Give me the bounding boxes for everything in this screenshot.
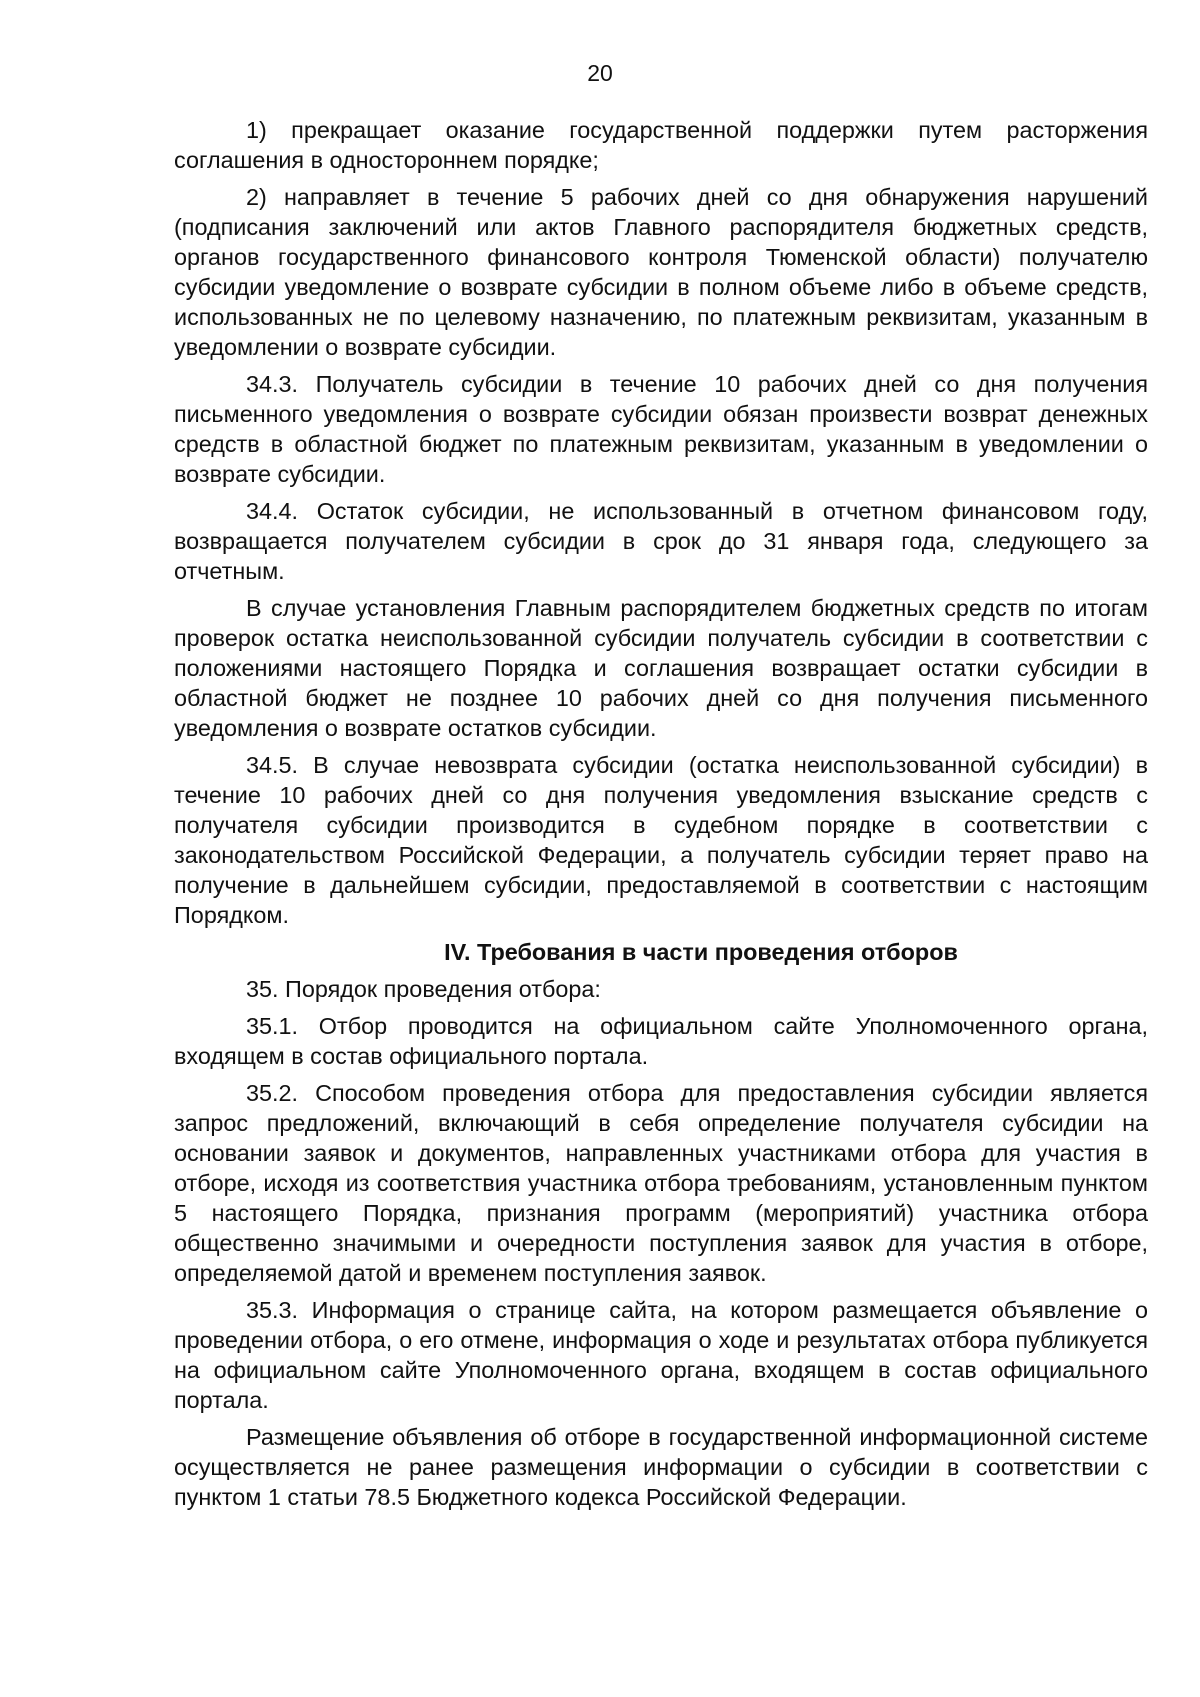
paragraph-34-5: 34.5. В случае невозврата субсидии (остатка неиспользованной субсидии) в течение 10 рабочих дней со дня получения уведомления взыскание средств с получателя субсидии производится в судебном порядке в соответствии с законодательством Российской Федерации, а получатель субсидии теряет право на получение в дальнейшем субсидии, предоставляемой в соответствии с настоящим Порядком. xyxy=(174,752,1148,928)
paragraph-35-2: 35.2. Способом проведения отбора для предоставления субсидии является запрос предложений, включающий в себя определение получателя субсидии на основании заявок и документов, направленных участниками отбора для участия в отборе, исходя из соответствия участника отбора требованиям, установленным пунктом 5 настоящего Порядка, признания программ (мероприятий) участника отбора общественно значимыми и очередности поступления заявок для участия в отборе, определяемой датой и временем поступления заявок. xyxy=(174,1080,1148,1286)
document-body xyxy=(174,115,1148,1519)
paragraph-35-1: 35.1. Отбор проводится на официальном сайте Уполномоченного органа, входящем в состав официального портала. xyxy=(174,1013,1148,1069)
paragraph-34-4-remainder: В случае установления Главным распорядителем бюджетных средств по итогам проверок остатка неиспользованной субсидии получатель субсидии в соответствии с положениями настоящего Порядка и соглашения возвращает остатки субсидии в областной бюджет не позднее 10 рабочих дней со дня получения письменного уведомления о возврате остатков субсидии. xyxy=(174,595,1148,741)
paragraph-34-3: 34.3. Получатель субсидии в течение 10 рабочих дней со дня получения письменного уведомления о возврате субсидии обязан произвести возврат денежных средств в областной бюджет по платежным реквизитам, указанным в уведомлении о возврате субсидии. xyxy=(174,371,1148,487)
section-heading: IV. Требования в части проведения отборов xyxy=(444,939,958,965)
paragraph-35: 35. Порядок проведения отбора: xyxy=(246,976,601,1002)
paragraph-35-3-placement: Размещение объявления об отборе в государственной информационной системе осуществляется не ранее размещения информации о субсидии в соответствии с пунктом 1 статьи 78.5 Бюджетного кодекса Российской Федерации. xyxy=(174,1424,1148,1510)
paragraph-35-3: 35.3. Информация о странице сайта, на котором размещается объявление о проведении отбора, о его отмене, информация о ходе и результатах отбора публикуется на официальном сайте Уполномоченного органа, входящем в состав официального портала. xyxy=(174,1297,1148,1413)
paragraph-1-termination: 1) прекращает оказание государственной поддержки путем расторжения соглашения в одностороннем порядке; xyxy=(174,117,1148,173)
paragraph-34-4: 34.4. Остаток субсидии, не использованный в отчетном финансовом году, возвращается получателем субсидии в срок до 31 января года, следующего за отчетным. xyxy=(174,498,1148,584)
paragraph-2-notification: 2) направляет в течение 5 рабочих дней со дня обнаружения нарушений (подписания заключений или актов Главного распорядителя бюджетных средств, органов государственного финансового контроля Тюменской области) получателю субсидии уведомление о возврате субсидии в полном объеме либо в объеме средств, использованных не по целевому назначению, по платежным реквизитам, указанным в уведомлении о возврате субсидии. xyxy=(174,184,1148,360)
page-number: 20 xyxy=(587,60,613,86)
